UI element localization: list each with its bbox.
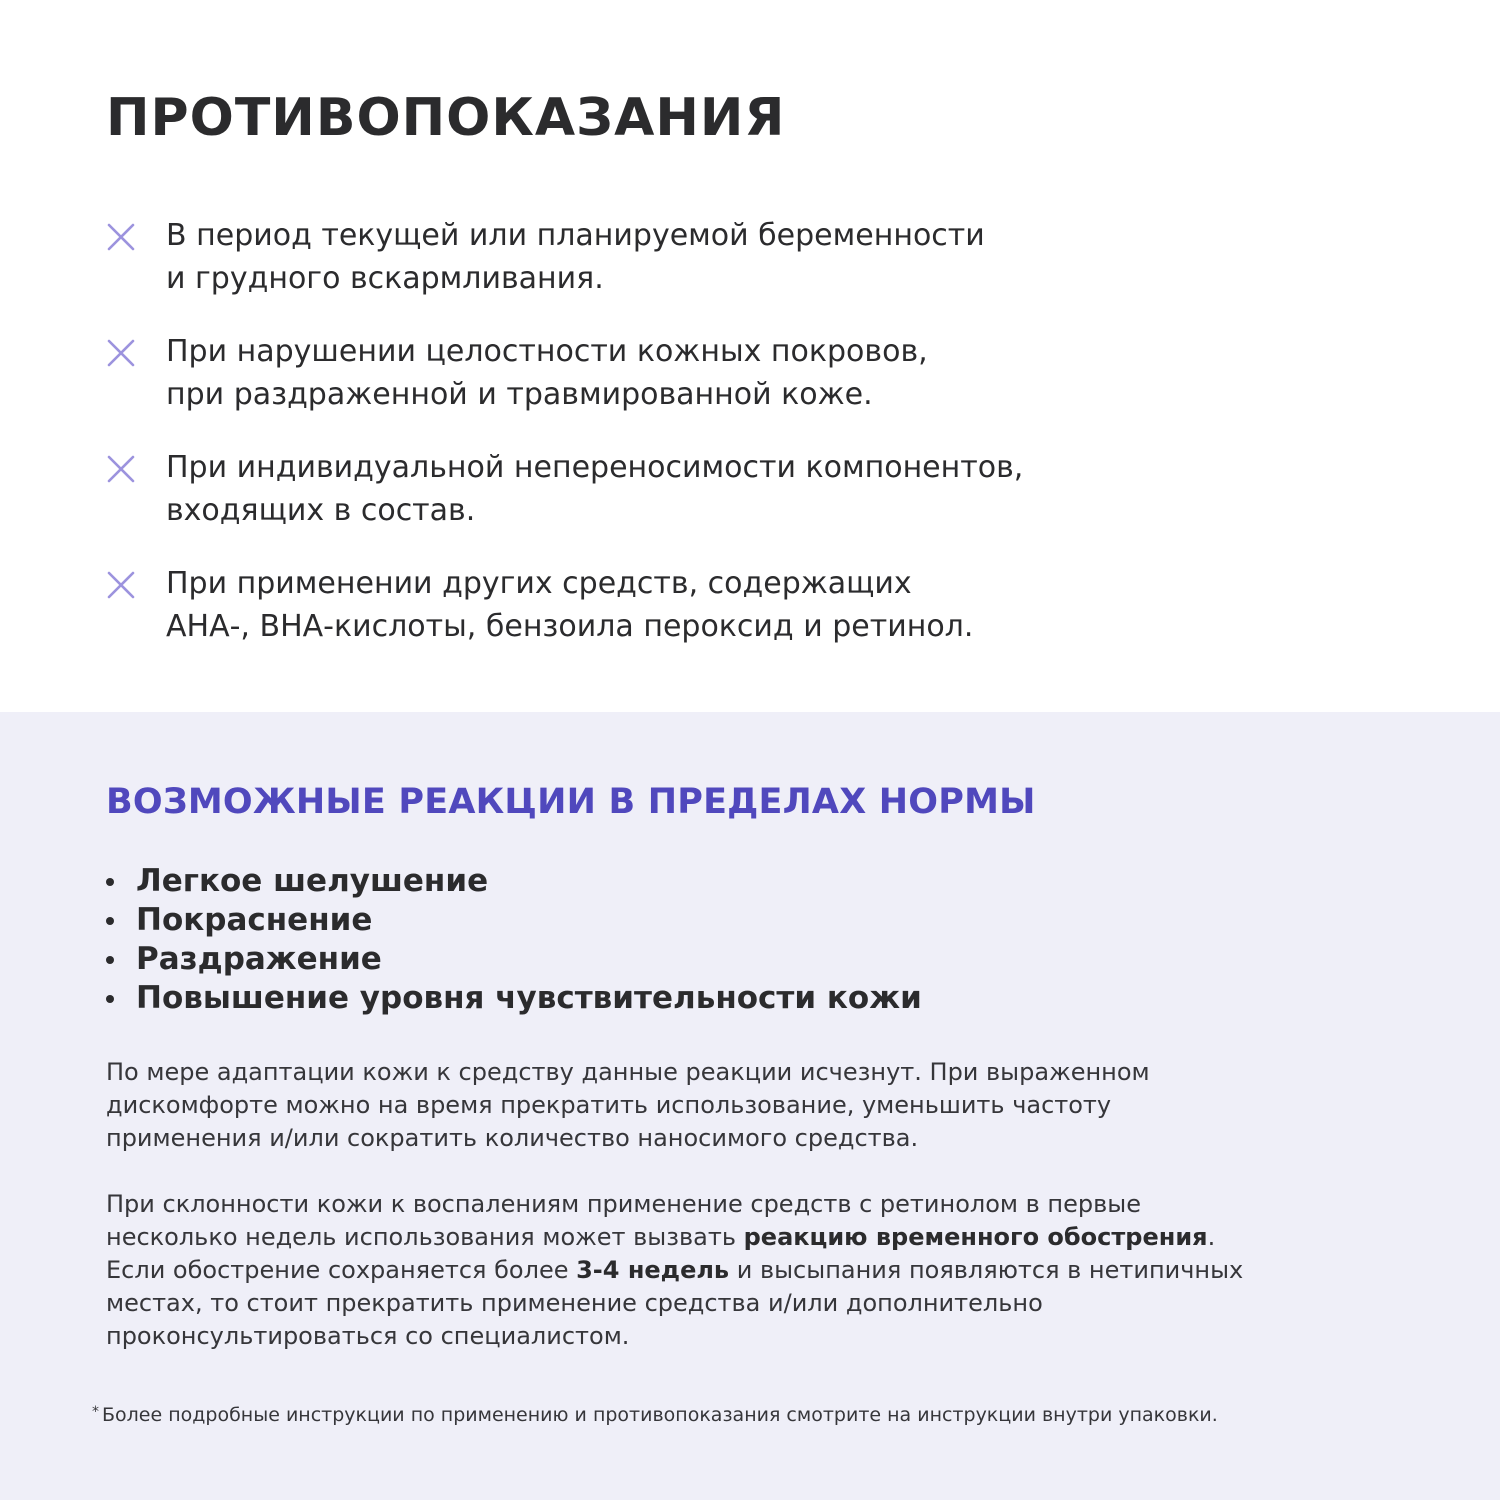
contraindication-text: При индивидуальной непереносимости компонентов, входящих в состав. (166, 450, 1024, 528)
contraindications-list (106, 214, 1206, 678)
contraindication-text: В период текущей или планируемой беременности и грудного вскармливания. (166, 218, 985, 296)
reactions-title: ВОЗМОЖНЫЕ РЕАКЦИИ В ПРЕДЕЛАХ НОРМЫ (106, 782, 1036, 822)
list-item: Покраснение (106, 901, 922, 940)
contraindication-item (106, 446, 1206, 562)
bullet-icon (106, 995, 114, 1003)
list-item: Раздражение (106, 940, 922, 979)
close-icon (106, 222, 136, 252)
reactions-list (106, 862, 922, 1018)
footnote-asterisk: * (92, 1404, 99, 1420)
list-item: Повышение уровня чувствительности кожи (106, 979, 922, 1018)
bullet-icon (106, 917, 114, 925)
contraindication-item (106, 562, 1206, 678)
contraindications-title: ПРОТИВОПОКАЗАНИЯ (106, 88, 786, 148)
contraindication-text: При применении других средств, содержащих АНА-, ВНА-кислоты, бензоила пероксид и ретинол. (166, 566, 974, 644)
adaptation-paragraph: По мере адаптации кожи к средству данные реакции исчезнут. При выраженном дискомфорте можно на время прекратить использование, уменьшить частоту применения и/или сократить количество наносимого средства. (106, 1058, 1150, 1152)
footnote (92, 1404, 1218, 1426)
bullet-icon (106, 878, 114, 886)
inflammation-paragraph: При склонности кожи к воспалениям применение средств с ретинолом в первые несколько недель использования может вызвать реакцию временного обострения. Если обострение сохраняется более 3-4 недель и высыпания появляются в нетипичных местах, то стоит прекратить применение средства и/или дополнительно проконсультироваться со специалистом. (106, 1190, 1244, 1350)
contraindication-item (106, 330, 1206, 446)
emphasis-text: реакцию временного обострения (743, 1223, 1208, 1251)
close-icon (106, 338, 136, 368)
close-icon (106, 570, 136, 600)
contraindication-item (106, 214, 1206, 330)
footnote-text: Более подробные инструкции по применению и противопоказания смотрите на инструкции внутри упаковки. (102, 1404, 1218, 1426)
contraindication-text: При нарушении целостности кожных покровов, при раздраженной и травмированной коже. (166, 334, 928, 412)
close-icon (106, 454, 136, 484)
emphasis-text: 3-4 недель (576, 1256, 730, 1284)
bullet-icon (106, 956, 114, 964)
list-item: Легкое шелушение (106, 862, 922, 901)
